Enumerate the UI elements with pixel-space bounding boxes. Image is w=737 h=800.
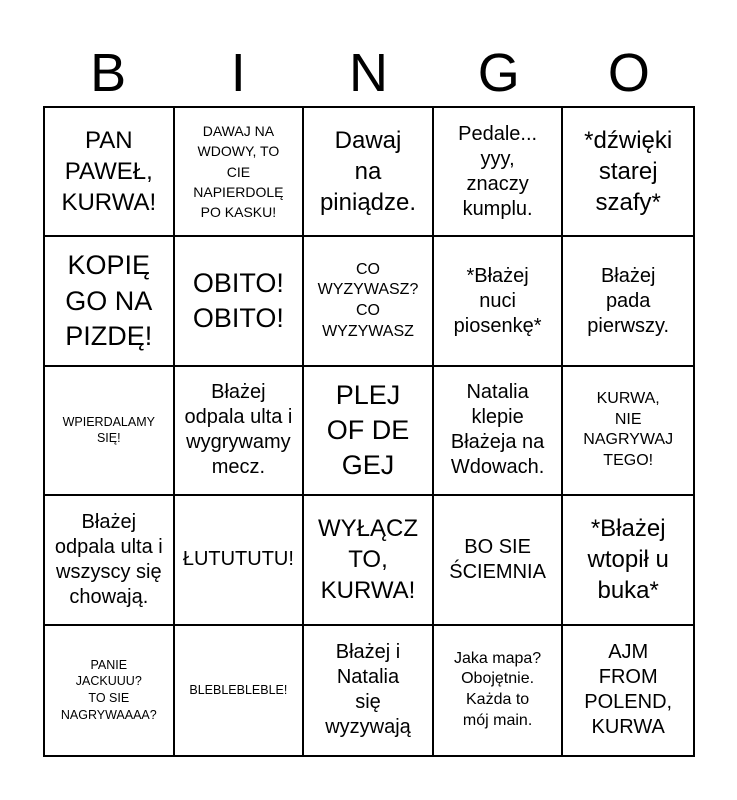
bingo-cell-r3-c4[interactable]: Natalia klepie Błażeja na Wdowach.	[434, 367, 564, 496]
bingo-cell-r1-c3[interactable]: Dawaj na piniądze.	[304, 108, 434, 237]
bingo-cell-r2-c5[interactable]: Błażej pada pierwszy.	[563, 237, 693, 366]
header-letter-n: N	[348, 43, 388, 103]
bingo-grid	[43, 106, 695, 757]
bingo-cell-r2-c2[interactable]: OBITO! OBITO!	[175, 237, 305, 366]
bingo-header	[43, 40, 694, 106]
bingo-cell-r3-c3[interactable]: PLEJ OF DE GEJ	[304, 367, 434, 496]
bingo-cell-r5-c1[interactable]: PANIE JACKUUU? TO SIE NAGRYWAAAA?	[45, 626, 175, 755]
bingo-cell-r3-c5[interactable]: KURWA, NIE NAGRYWAJ TEGO!	[563, 367, 693, 496]
bingo-cell-r1-c1[interactable]: PAN PAWEŁ, KURWA!	[45, 108, 175, 237]
header-letter-b: B	[90, 43, 127, 103]
bingo-cell-r3-c2[interactable]: Błażej odpala ulta i wygrywamy mecz.	[175, 367, 305, 496]
header-letter-g: G	[477, 43, 520, 103]
bingo-cell-r2-c4[interactable]: *Błażej nuci piosenkę*	[434, 237, 564, 366]
header-letter-i: I	[230, 43, 246, 103]
bingo-cell-r4-c3[interactable]: WYŁĄCZ TO, KURWA!	[304, 496, 434, 625]
bingo-cell-r5-c4[interactable]: Jaka mapa? Obojętnie. Każda to mój main.	[434, 626, 564, 755]
bingo-cell-r3-c1[interactable]: WPIERDALAMY SIĘ!	[45, 367, 175, 496]
bingo-cell-r4-c4[interactable]: BO SIE ŚCIEMNIA	[434, 496, 564, 625]
bingo-cell-r1-c5[interactable]: *dźwięki starej szafy*	[563, 108, 693, 237]
bingo-cell-r4-c5[interactable]: *Błażej wtopił u buka*	[563, 496, 693, 625]
bingo-cell-r1-c2[interactable]: DAWAJ NA WDOWY, TO CIE NAPIERDOLĘ PO KASKU!	[175, 108, 305, 237]
bingo-cell-r1-c4[interactable]: Pedale... yyy, znaczy kumplu.	[434, 108, 564, 237]
bingo-cell-r4-c1[interactable]: Błażej odpala ulta i wszyscy się chowają.	[45, 496, 175, 625]
bingo-cell-r2-c1[interactable]: KOPIĘ GO NA PIZDĘ!	[45, 237, 175, 366]
bingo-cell-r2-c3[interactable]: CO WYZYWASZ? CO WYZYWASZ	[304, 237, 434, 366]
header-letter-o: O	[607, 43, 650, 103]
bingo-cell-r5-c3[interactable]: Błażej i Natalia się wyzywają	[304, 626, 434, 755]
bingo-cell-r4-c2[interactable]: ŁUTUTUTU!	[175, 496, 305, 625]
bingo-cell-r5-c5[interactable]: AJM FROM POLEND, KURWA	[584, 641, 673, 739]
bingo-cell-r5-c2[interactable]: BLEBLEBLEBLE!	[175, 626, 305, 755]
